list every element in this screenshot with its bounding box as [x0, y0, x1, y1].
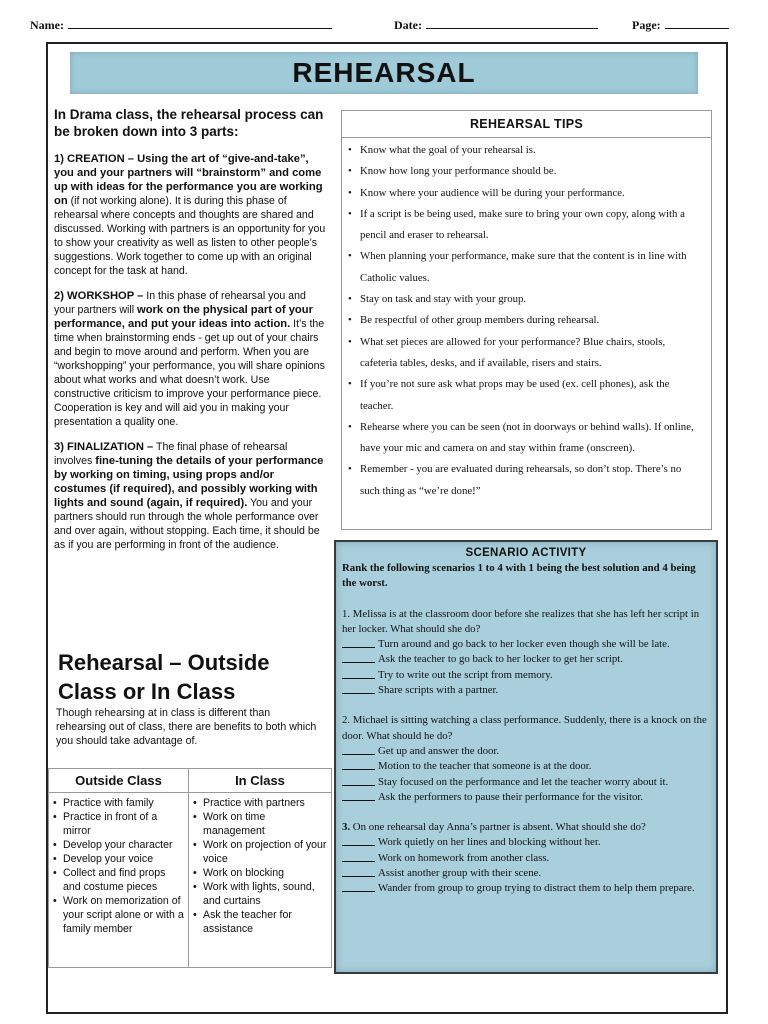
finalization-bold-2: fine-tuning the details of your performance by working on timing, using props and/or costumes (if required), and possibly working with lights and sound (again, if required). — [54, 455, 324, 509]
rank-option — [342, 866, 710, 881]
tip-item: • If you’re not sure ask what props may be used (ex. cell phones), ask the teacher. — [346, 374, 703, 417]
in-class-header: In Class — [189, 769, 331, 793]
rehearsal-tips-list — [342, 138, 711, 502]
list-item: • Practice in front of a mirror — [53, 810, 184, 838]
outside-inside-text: Though rehearsing at in class is different than rehearsing out of class, there are benefits to both which you should take advantage of. — [56, 707, 317, 747]
question-prompt — [342, 820, 710, 835]
rank-blank[interactable] — [342, 835, 375, 846]
creation-text: (if not working alone). It is during this phase of rehearsal where concepts and thoughts are shared and discussed. Working with partners is an opportunity for you to show your creativity as well as listen to other people’s suggestions. Work together to come up with an original concept for the task at hand. — [54, 195, 326, 277]
scenario-question-1 — [342, 607, 710, 699]
rank-option — [342, 759, 710, 774]
list-item: • Work on memorization of your script alone or with a family member — [53, 894, 184, 936]
rank-blank[interactable] — [342, 744, 375, 755]
rehearsal-tips-header: REHEARSAL TIPS — [342, 111, 711, 138]
rehearsal-tips-box — [341, 110, 712, 530]
page-field[interactable] — [632, 18, 729, 33]
tip-item: • Remember - you are evaluated during rehearsals, so don’t stop. There’s no such thing as “we’re done!” — [346, 459, 703, 502]
list-item: • Work with lights, sound, and curtains — [193, 880, 327, 908]
finalization-phase — [54, 440, 326, 552]
tip-item: • Stay on task and stay with your group. — [346, 289, 703, 310]
tip-item: • Know how long your performance should be. — [346, 161, 703, 182]
date-label: Date: — [394, 18, 422, 32]
finalization-text-2: You and your partners should run through the whole performance over and over again, without stopping. Each time, it should be as if you are performing in front of the audience. — [54, 497, 320, 551]
rank-option — [342, 668, 710, 683]
list-item: • Practice with family — [53, 796, 184, 810]
scenario-instructions: Rank the following scenarios 1 to 4 with 1 being the best solution and 4 being the worst. — [342, 562, 696, 590]
outside-class-list — [49, 793, 188, 936]
workshop-bold-2: work on the physical part of your performance, and put your ideas into action. — [54, 304, 313, 330]
tip-item: • Know what the goal of your rehearsal is. — [346, 140, 703, 161]
workshop-bold-1: 2) WORKSHOP – — [54, 290, 144, 302]
finalization-text-1: The final phase of rehearsal involves — [54, 441, 288, 467]
outside-class-column — [49, 769, 189, 967]
rank-option — [342, 637, 710, 652]
workshop-text-2: It’s the time when brainstorming ends - get up out of your chairs and begin to move around and perform. When you are “workshopping” your performance, you will share opinions about what works and what doesn’t work. Use constructive criticism to improve your performance piece. Cooperation is key and will aid you in making your presentation a quality one. — [54, 318, 325, 428]
rank-option — [342, 652, 710, 667]
rank-blank[interactable] — [342, 866, 375, 877]
rank-blank[interactable] — [342, 668, 375, 679]
option-text: Motion to the teacher that someone is at the door. — [378, 760, 592, 773]
name-field[interactable] — [30, 18, 332, 33]
option-text: Stay focused on the performance and let the teacher worry about it. — [378, 775, 669, 788]
page-title: REHEARSAL — [292, 57, 476, 88]
in-class-list — [189, 793, 331, 936]
rank-blank[interactable] — [342, 790, 375, 801]
rank-blank[interactable] — [342, 637, 375, 648]
tip-item: • Rehearse where you can be seen (not in doorways or behind walls). If online, have your mic and camera on and stay within frame (onscreen). — [346, 417, 703, 460]
rank-option — [342, 744, 710, 759]
scenario-question-2 — [342, 713, 710, 805]
tip-item: • What set pieces are allowed for your performance? Blue chairs, stools, cafeteria tables, desks, and if available, risers and stairs. — [346, 332, 703, 375]
list-item: • Work on time management — [193, 810, 327, 838]
rank-blank[interactable] — [342, 683, 375, 694]
scenario-title: SCENARIO ACTIVITY — [465, 547, 587, 559]
option-text: Work on homework from another class. — [378, 851, 550, 864]
rank-blank[interactable] — [342, 851, 375, 862]
list-item: • Work on projection of your voice — [193, 838, 327, 866]
page-line[interactable] — [665, 18, 729, 29]
option-text: Work quietly on her lines and blocking without her. — [378, 836, 601, 849]
rank-option — [342, 881, 710, 896]
page-label: Page: — [632, 18, 661, 32]
question-prompt: 1. Melissa is at the classroom door before she realizes that she has left her script in her locker. What should she do? — [342, 607, 700, 635]
option-text: Try to write out the script from memory. — [378, 668, 553, 681]
scenario-question-3 — [342, 820, 710, 896]
title-banner — [70, 52, 698, 94]
outside-inside-heading: Rehearsal – Outside Class or In Class — [58, 650, 270, 704]
comparison-table — [48, 768, 332, 968]
question-prompt: 2. Michael is sitting watching a class performance. Suddenly, there is a knock on the door. What should he do? — [342, 714, 707, 742]
option-text: Get up and answer the door. — [378, 744, 500, 757]
option-text: Ask the performers to pause their performance for the visitor. — [378, 790, 644, 803]
workshop-phase — [54, 289, 326, 429]
date-line[interactable] — [426, 18, 598, 29]
rank-option — [342, 835, 710, 850]
tip-item: • When planning your performance, make sure that the content is in line with Catholic values. — [346, 246, 703, 289]
intro-text: In Drama class, the rehearsal process can be broken down into 3 parts: — [54, 107, 324, 139]
tip-item: • Know where your audience will be during your performance. — [346, 183, 703, 204]
outside-class-header: Outside Class — [49, 769, 188, 793]
rank-option — [342, 790, 710, 805]
list-item: • Collect and find props and costume pieces — [53, 866, 184, 894]
creation-phase — [54, 152, 326, 278]
tip-item: • If a script is be being used, make sure to bring your own copy, along with a pencil and eraser to rehearsal. — [346, 204, 703, 247]
list-item: • Ask the teacher for assistance — [193, 908, 327, 936]
scenario-activity-box — [334, 540, 718, 974]
list-item: • Practice with partners — [193, 796, 327, 810]
rank-blank[interactable] — [342, 759, 375, 770]
rank-option — [342, 851, 710, 866]
list-item: • Develop your character — [53, 838, 184, 852]
option-text: Wander from group to group trying to distract them to help them prepare. — [378, 882, 695, 895]
workshop-text-1: In this phase of rehearsal you and your partners will — [54, 290, 306, 316]
question-text: On one rehearsal day Anna’s partner is absent. What should she do? — [350, 821, 646, 834]
rank-blank[interactable] — [342, 881, 375, 892]
creation-bold: 1) CREATION – Using the art of “give-and-take”, you and your partners will “brainstorm” and come up with ideas for the performance you are working on — [54, 153, 323, 207]
in-class-column — [189, 769, 331, 967]
rank-option — [342, 775, 710, 790]
rank-blank[interactable] — [342, 652, 375, 663]
question-number: 3. — [342, 821, 351, 834]
rehearsal-process-section — [54, 106, 326, 563]
name-label: Name: — [30, 18, 64, 32]
worksheet-header — [0, 18, 768, 38]
option-text: Assist another group with their scene. — [378, 867, 542, 880]
tip-item: • Be respectful of other group members during rehearsal. — [346, 310, 703, 331]
rank-blank[interactable] — [342, 775, 375, 786]
option-text: Share scripts with a partner. — [378, 684, 499, 697]
list-item: • Work on blocking — [193, 866, 327, 880]
rank-option — [342, 683, 710, 698]
option-text: Ask the teacher to go back to her locker to get her script. — [378, 653, 623, 666]
date-field[interactable] — [394, 18, 598, 33]
list-item: • Develop your voice — [53, 852, 184, 866]
finalization-bold-1: 3) FINALIZATION – — [54, 441, 154, 453]
option-text: Turn around and go back to her locker even though she will be late. — [378, 638, 670, 651]
name-line[interactable] — [68, 18, 332, 29]
